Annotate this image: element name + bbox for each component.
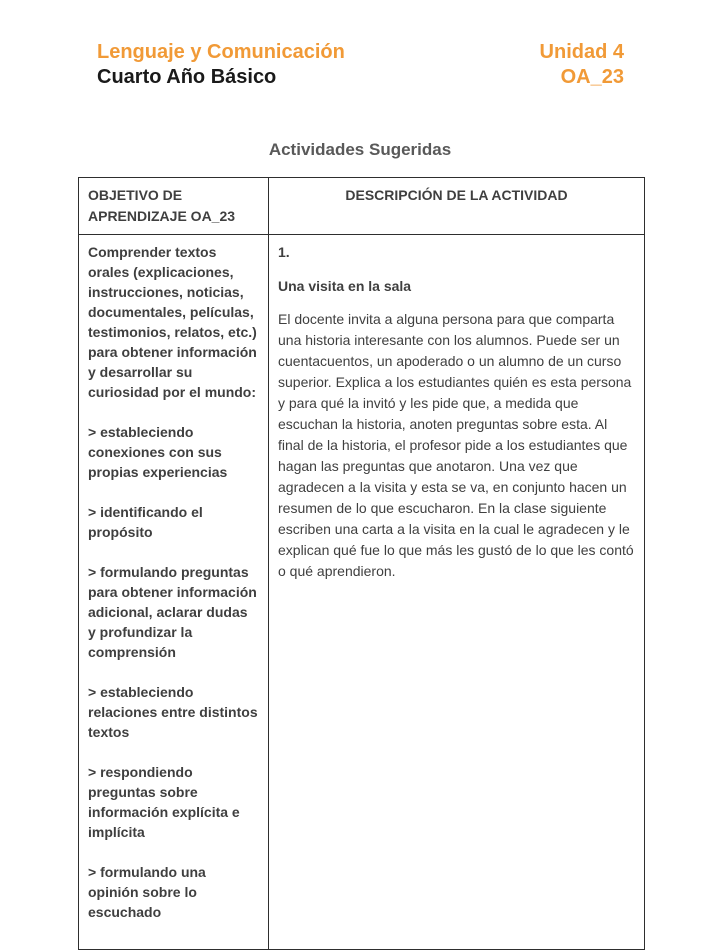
objective-bullet-item: > estableciendo conexiones con sus propias experiencias bbox=[88, 424, 228, 480]
header-right-block bbox=[540, 40, 624, 90]
document-header bbox=[97, 40, 624, 90]
objective-bullet-item: > formulando una opinión sobre lo escuchado bbox=[88, 864, 206, 920]
table-body-row bbox=[79, 235, 645, 950]
activity-number: 1. bbox=[278, 244, 290, 260]
oa-code-label: OA_23 bbox=[560, 66, 624, 88]
objective-bullet-list bbox=[88, 422, 259, 922]
activity-title: Una visita en la sala bbox=[278, 278, 412, 294]
activity-description: El docente invita a alguna persona para que comparta una historia interesante con los alumnos. Puede ser un cuentacuentos, un apoderado o un alumno de un curso superior. Explica a los estudiantes quién es esta persona y para qué la invitó y les pide que, a medida que escuchan la historia, anoten preguntas sobre esta. Al final de la historia, el profesor pide a los estudiantes que hagan las preguntas que anotaron. Una vez que agradecen a la visita y esta se va, en conjunto hacen un resumen de lo que escucharon. En la clase siguiente escriben una carta a la visita en la cual le agradecen y le explican qué fue lo que más les gustó de lo que les contó o qué aprendieron. bbox=[278, 311, 634, 579]
objective-bullet-item: > formulando preguntas para obtener información adicional, aclarar dudas y profundizar la comprensión bbox=[88, 564, 257, 660]
objective-bullet-item: > identificando el propósito bbox=[88, 504, 203, 540]
objective-column-header: OBJETIVO DE APRENDIZAJE OA_23 bbox=[79, 178, 269, 235]
header-left-block bbox=[97, 40, 345, 90]
table-header-row bbox=[79, 178, 645, 235]
unit-label: Unidad 4 bbox=[539, 41, 624, 63]
page-title: Actividades Sugeridas bbox=[268, 140, 452, 159]
grade-level: Cuarto Año Básico bbox=[97, 66, 277, 88]
subject-title: Lenguaje y Comunicación bbox=[97, 41, 345, 63]
activities-table bbox=[78, 177, 645, 950]
objective-intro-text: Comprender textos orales (explicaciones, instrucciones, noticias, documentales, películas, testimonios, relatos, etc.) para obtener información y desarrollar su curiosidad por el mundo: bbox=[88, 244, 257, 400]
activity-cell bbox=[269, 235, 645, 950]
objective-cell bbox=[79, 235, 269, 950]
description-column-header: DESCRIPCIÓN DE LA ACTIVIDAD bbox=[269, 178, 645, 235]
objective-bullet-item: > respondiendo preguntas sobre información explícita e implícita bbox=[88, 764, 240, 840]
objective-bullet-item: > estableciendo relaciones entre distintos textos bbox=[88, 684, 258, 740]
